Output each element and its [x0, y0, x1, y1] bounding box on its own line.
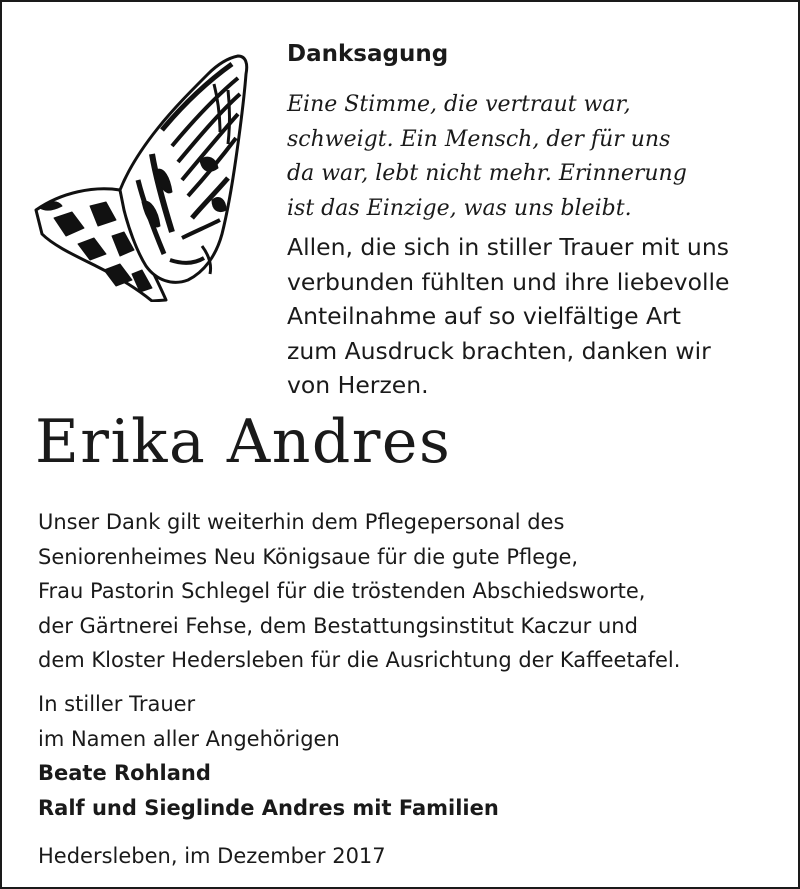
gratitude-line: Frau Pastorin Schlegel für die tröstenden Abschiedsworte,	[38, 579, 646, 603]
thanks-line: Anteilnahme auf so vielfältige Art	[287, 302, 682, 330]
poem	[287, 88, 787, 226]
poem-line: ist das Einzige, was uns bleibt.	[287, 195, 632, 221]
gratitude-line: der Gärtnerei Fehse, dem Bestattungsinstitut Kaczur und	[38, 613, 638, 638]
deceased-name: Erika Andres	[35, 407, 452, 477]
signer-name: Ralf und Sieglinde Andres mit Familien	[38, 795, 499, 820]
thanks-line: zum Ausdruck brachten, danken wir	[287, 336, 711, 365]
praying-hands-icon	[32, 50, 257, 302]
thanks-line: verbunden fühlten und ihre liebevolle	[287, 267, 730, 296]
thanks-line: Allen, die sich in stiller Trauer mit uns	[287, 233, 729, 261]
closing-line: In stiller Trauer	[38, 692, 196, 716]
signer-name: Beate Rohland	[38, 761, 211, 785]
poem-line: Eine Stimme, die vertraut war,	[287, 92, 631, 117]
closing-block	[38, 687, 778, 825]
poem-line: da war, lebt nicht mehr. Erinnerung	[287, 161, 687, 186]
gratitude-line: Unser Dank gilt weiterhin dem Pflegepersonal des	[38, 510, 565, 534]
thanks-paragraph	[287, 230, 787, 403]
poem-line: schweigt. Ein Mensch, der für uns	[287, 126, 671, 152]
heading: Danksagung	[287, 41, 449, 67]
closing-line: im Namen aller Angehörigen	[38, 726, 340, 751]
gratitude-paragraph	[38, 505, 778, 678]
gratitude-line: Seniorenheimes Neu Königsaue für die gute Pflege,	[38, 544, 579, 569]
place-date: Hedersleben, im Dezember 2017	[38, 844, 386, 868]
gratitude-line: dem Kloster Hedersleben für die Ausrichtung der Kaffeetafel.	[38, 648, 681, 672]
thanks-line: von Herzen.	[287, 371, 429, 399]
